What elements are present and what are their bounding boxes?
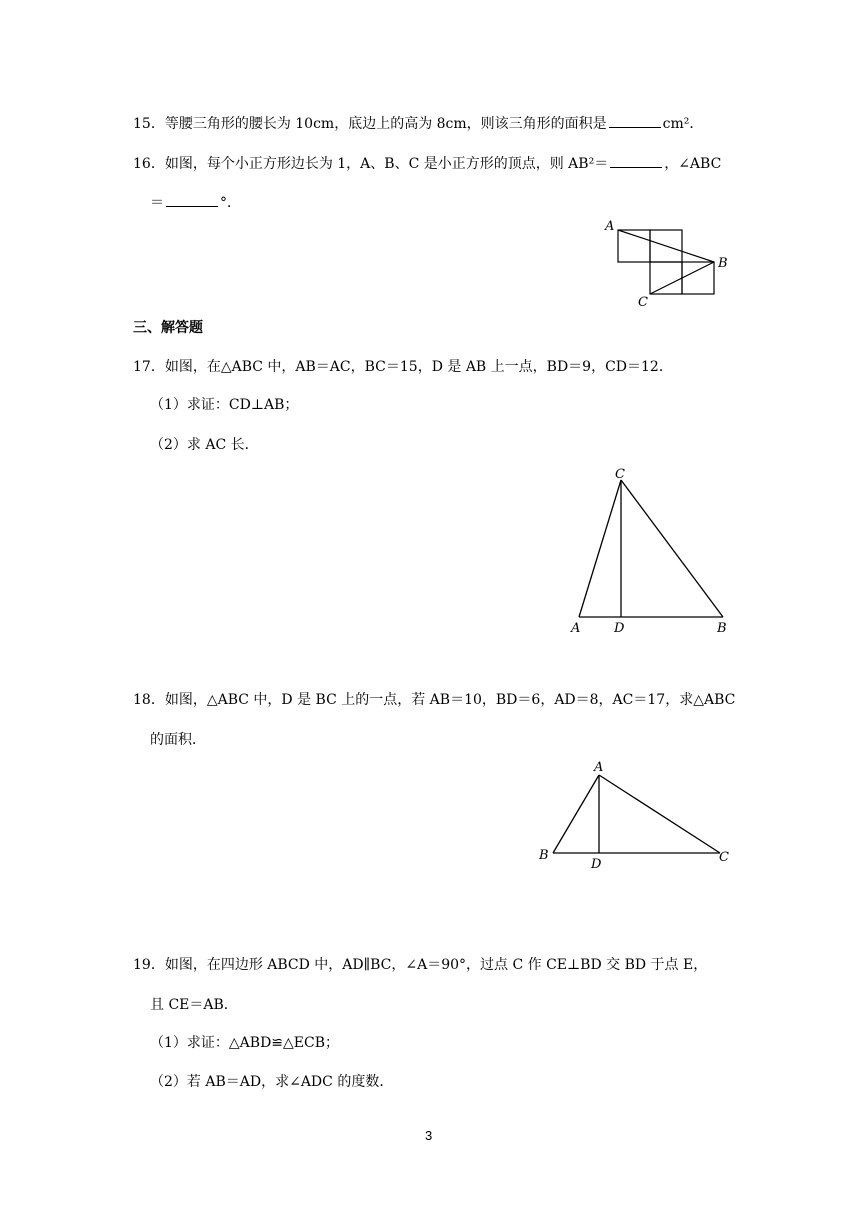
problem-19-part-2: （2）若 AB＝AD，求∠ADC 的度数． (150, 1074, 394, 1090)
problem-17-stem: 17．如图，在△ABC 中，AB＝AC，BC＝15，D 是 AB 上一点，BD＝9，CD＝12． (133, 359, 673, 375)
segment-ab (618, 230, 714, 262)
problem-18-triangle-figure (535, 755, 740, 873)
label-d: D (591, 857, 602, 872)
problem-16-text: 16．如图，每个小正方形边长为 1，A、B、C 是小正方形的顶点，则 AB²＝ (133, 156, 609, 172)
side-cb (621, 480, 723, 617)
label-b: B (717, 621, 727, 636)
problem-16-grid-figure (600, 215, 740, 310)
label-c: C (719, 850, 729, 865)
section-heading: 三、解答题 (133, 320, 203, 336)
label-b: B (718, 256, 728, 271)
problem-17-part-2: （2）求 AC 长． (150, 437, 259, 453)
problem-16-equals: ＝ (150, 195, 164, 211)
problem-18-line-1: 18．如图，△ABC 中，D 是 BC 上的一点，若 AB＝10，BD＝6，AD＝8，AC＝17，求△ABC (133, 692, 736, 708)
answer-blank (610, 153, 662, 168)
problem-17-triangle-figure (565, 462, 745, 642)
problem-17-part-1: （1）求证：CD⊥AB； (150, 397, 299, 413)
problem-19-line-2: 且 CE＝AB． (150, 997, 238, 1013)
problem-18-line-2: 的面积． (150, 732, 206, 748)
problem-16-line-2 (150, 192, 241, 213)
side-ac (599, 775, 720, 853)
label-b: B (539, 848, 549, 863)
problem-16-degree: °． (220, 195, 241, 211)
answer-blank (609, 113, 661, 128)
label-c: C (615, 467, 625, 482)
grid-square (682, 262, 714, 294)
problem-15 (133, 113, 703, 134)
grid-square (650, 262, 682, 294)
answer-blank (166, 192, 218, 207)
label-a: A (605, 219, 615, 234)
problem-15-text: 15．等腰三角形的腰长为 10cm，底边上的高为 8cm，则该三角形的面积是 (133, 116, 607, 132)
label-a: A (571, 621, 581, 636)
problem-15-unit: cm²． (662, 116, 704, 132)
label-c: C (638, 295, 648, 310)
side-ac (579, 480, 621, 617)
problem-16-line-1 (133, 153, 721, 174)
label-d: D (614, 621, 625, 636)
problem-19-part-1: （1）求证：△ABD≌△ECB； (150, 1035, 340, 1051)
page-number: 3 (425, 1128, 433, 1143)
side-ab (553, 775, 599, 853)
problem-16-text-angle: ，∠ABC (664, 156, 722, 172)
label-a: A (594, 760, 604, 775)
problem-19-line-1: 19．如图，在四边形 ABCD 中，AD∥BC，∠A＝90°，过点 C 作 CE⊥BD 交 BD 于点 E， (133, 957, 708, 973)
